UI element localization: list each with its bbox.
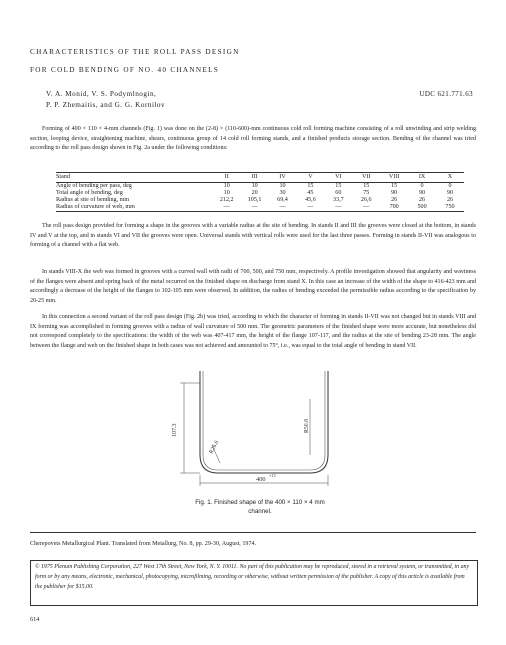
table-cell: — (296, 204, 324, 211)
bend-radius-label: R26.6 (208, 439, 221, 455)
table-header-row (56, 173, 464, 183)
table-cell: 750 (436, 204, 464, 211)
figure-caption-line2: channel. (248, 508, 272, 515)
table-cell: 700 (380, 204, 408, 211)
table-cell: 75 (363, 189, 370, 196)
table-row-label: Radius at site of bending, mm (56, 196, 130, 203)
table-cell: 45,6 (305, 196, 316, 203)
table-row-label: Radius of curvature of web, mm (56, 204, 213, 211)
paragraph-roll-pass-text: The roll pass design provided for forming a shape in the grooves with a variable radius at the site of bending. In stands II and III the grooves were closed at the bottom, in stands IV and V at the top, and in stands VI and VII the grooves were open. Universal stands with vertical rolls were used for the last three passes. Forming in stands II-VII was analogous to forming of a channel with a flat web. (30, 223, 476, 249)
table-cell: 10 (223, 182, 230, 189)
table-header-cell: II (213, 173, 241, 183)
paragraph-intro-text: Forming of 400 × 110 × 4-mm channels (Fig. 1) was done on the (2-8) × (110-600)-mm continuous cold roll forming machine consisting of a roll unwinding and strip welding section, looping device, straightening machine, shears, continuous group of 14 cold roll forming stands, and a finished products storage section. Bending of the channel was tried according to the roll pass design shown in Fig. 2a under the following conditions: (30, 126, 476, 152)
table-header-cell: X (436, 173, 464, 183)
table-cell: 30 (279, 189, 286, 196)
table-cell: 0 (448, 182, 452, 189)
table-cell: 212,2 (219, 196, 234, 203)
table-header-cell: VII (352, 173, 380, 183)
table-cell: 26 (446, 196, 454, 203)
table-cell: — (241, 204, 269, 211)
forming-conditions-table (56, 172, 464, 212)
table-header-cell: IV (269, 173, 297, 183)
table-header-cell: VI (324, 173, 352, 183)
table-row (56, 182, 464, 189)
figure-caption-line1: Fig. 1. Finished shape of the 400 × 110 × 4 mm (195, 499, 325, 506)
footer-divider (30, 532, 476, 533)
table-cell: 15 (391, 182, 398, 189)
table-cell: 15 (307, 182, 314, 189)
table-cell: 26 (391, 196, 398, 203)
table-cell: 15 (363, 182, 370, 189)
paragraph-intro (30, 125, 476, 154)
table-cell: — (269, 204, 297, 211)
table-row (56, 190, 464, 197)
paragraph-second-variant (30, 313, 476, 351)
table-cell: 0 (420, 182, 424, 189)
table-cell: 60 (335, 189, 342, 196)
table-header-cell: VIII (380, 173, 408, 183)
table-header-cell: IX (408, 173, 436, 183)
flange-height-label: 107.3 (172, 423, 178, 437)
table-row-label: Angle of bending per pass, deg (56, 182, 132, 189)
width-tolerance-label: +13 (269, 473, 276, 478)
table-cell: — (352, 204, 380, 211)
table-cell: 26 (419, 196, 426, 203)
table-cell: 90 (391, 189, 398, 196)
table-cell: 90 (446, 189, 454, 196)
authors-line1: V. A. Monid, V. S. Podymlnogin, (46, 90, 157, 98)
table-cell: 33,7 (332, 196, 344, 203)
paragraph-second-variant-text: In this connection a second variant of the roll pass design (Fig. 2b) was tried, according to which the character of forming in stands II-VII was not changed but in stands VIII and IX forming was accomplished in forming grooves with a radius of wall curvature of 500 mm. The geometric parameters of the finished shape were more accurate, but nonetheless did not correspond completely to the specifications: the width of the web was 407-417 mm, the height of the flange 107-117, and the radius at the site of bending 23-28 mm. The angle between the flange and web on the finished shape in both cases was not achieved and amounted to 75°, i.e., was equal to the total angle of bending in stand VII. (30, 314, 476, 349)
table-cell: — (324, 204, 352, 211)
table-row (56, 204, 464, 211)
figure-caption (150, 498, 370, 516)
authors-line2: P. P. Zhemaitis, and G. G. Kornilov (46, 101, 166, 109)
table-row (56, 197, 464, 204)
table-cell: 500 (408, 204, 436, 211)
table-cell: 15 (335, 182, 342, 189)
table-cell: 105,1 (247, 196, 262, 203)
table-cell: — (213, 204, 241, 211)
paragraph-roll-pass (30, 222, 476, 251)
table-cell: 69,4 (277, 196, 288, 203)
table-cell: 10 (251, 182, 258, 189)
channel-shape-figure (160, 359, 360, 493)
table-row-label: Total angle of bending, deg (56, 189, 123, 196)
article-title-line1: CHARACTERISTICS OF THE ROLL PASS DESIGN (30, 48, 240, 56)
udc-code: UDC 621.771.63 (419, 90, 473, 98)
table-cell: 26,6 (360, 196, 372, 203)
table-header-cell: III (241, 173, 269, 183)
width-label: 400 (256, 476, 266, 483)
page-number: 614 (30, 616, 40, 623)
table-header-cell: V (296, 173, 324, 183)
paragraph-stands-viii-x-text: In stands VIII-X the web was formed in grooves with a curved wall with radii of 700, 500, and 750 mm, respectively. A profile investigation showed that angularity and waviness of the flanges were absent and spring back of the metal occurred on the finished shape on discharge from stand X. In this case an increase of the width of the shape to 416-423 mm and accordingly a decrease of the height of the flanges to 102-105 mm were observed. In addition, the radius of bending exceeded the permissible radius according to the specification by 20-25 mm. (30, 269, 476, 304)
copyright-box: © 1975 Plenum Publishing Corporation, 227 West 17th Street, New York, N. Y. 10011. No part of this publication may be reproduced, stored in a retrieval system, or transmitted, in any form or by any means, electronic, mechanical, photocopying, microfilming, recording or otherwise, without written permission of the publisher. A copy of this article is available from the publisher for $15.00. (30, 560, 478, 606)
table-cell: 45 (307, 189, 314, 196)
source-note: Cherepovets Metallurgical Plant. Translated from Metallurg, No. 8, pp. 29-30, August, 1974. (30, 541, 257, 547)
article-title-line2: FOR COLD BENDING OF NO. 40 CHANNELS (30, 66, 220, 74)
table-cell: 90 (419, 189, 426, 196)
right-dimension-label: R50.8 (304, 418, 310, 433)
table-cell: 10 (279, 182, 286, 189)
paragraph-stands-viii-x (30, 268, 476, 306)
table-cell: 10 (223, 189, 230, 196)
table-cell: 20 (251, 189, 258, 196)
table-header-cell: Stand (56, 173, 213, 183)
